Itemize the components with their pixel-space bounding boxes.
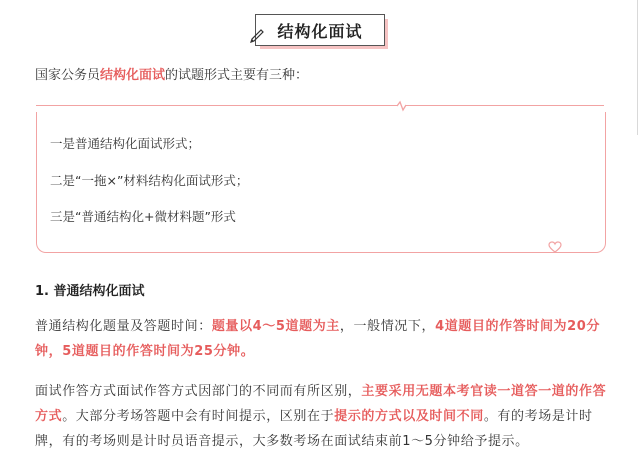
intro-suffix: 的试题形式主要有三种： (165, 68, 309, 83)
intro-prefix: 国家公务员 (35, 68, 101, 83)
list-item: 一是普通结构化面试形式； (50, 136, 201, 151)
list-item: 二是“一拖×”材料结构化面试形式； (50, 173, 249, 188)
para2-text: 。有的考场是计时牌，有的考场则是计时员语音提示，大多数考场在面试结束前1～5分钟给予提示。 (35, 409, 593, 449)
para2-highlight: 提示的方式以及时间不同 (334, 409, 484, 424)
right-divider (637, 0, 638, 135)
para1-text: ，一般情况下， (339, 319, 436, 334)
title-block (255, 14, 385, 46)
para2-highlight: 主要采用无题本考官读一道答一道的作答方式 (35, 384, 607, 424)
para2-text: 面试作答方式面试作答方式因部门的不同而有所区别， (35, 384, 362, 399)
intro-highlight: 结构化面试 (100, 68, 166, 83)
paragraph-1 (35, 314, 610, 364)
para1-highlight: 4道题目的作答时间为20分钟，5道题目的作答时间为25分钟。 (35, 319, 601, 359)
para1-text: 普通结构化题量及答题时间： (35, 319, 212, 334)
section-title: 1. 普通结构化面试 (35, 284, 145, 299)
paragraph-2 (35, 379, 610, 454)
para1-highlight: 题量以4～5道题为主 (211, 319, 340, 334)
pencil-icon (249, 28, 265, 44)
frame-top-rule-left (36, 105, 398, 106)
frame-top-rule-right (406, 105, 604, 106)
heart-icon (548, 241, 562, 253)
title-box (255, 14, 385, 46)
list-item: 三是“普通结构化+微材料题”形式 (50, 209, 236, 224)
intro-line (35, 66, 308, 86)
page-title: 结构化面试 (277, 21, 363, 41)
wave-accent-icon (396, 100, 408, 112)
para2-text: 。大部分考场答题中会有时间提示，区别在于 (62, 409, 335, 424)
